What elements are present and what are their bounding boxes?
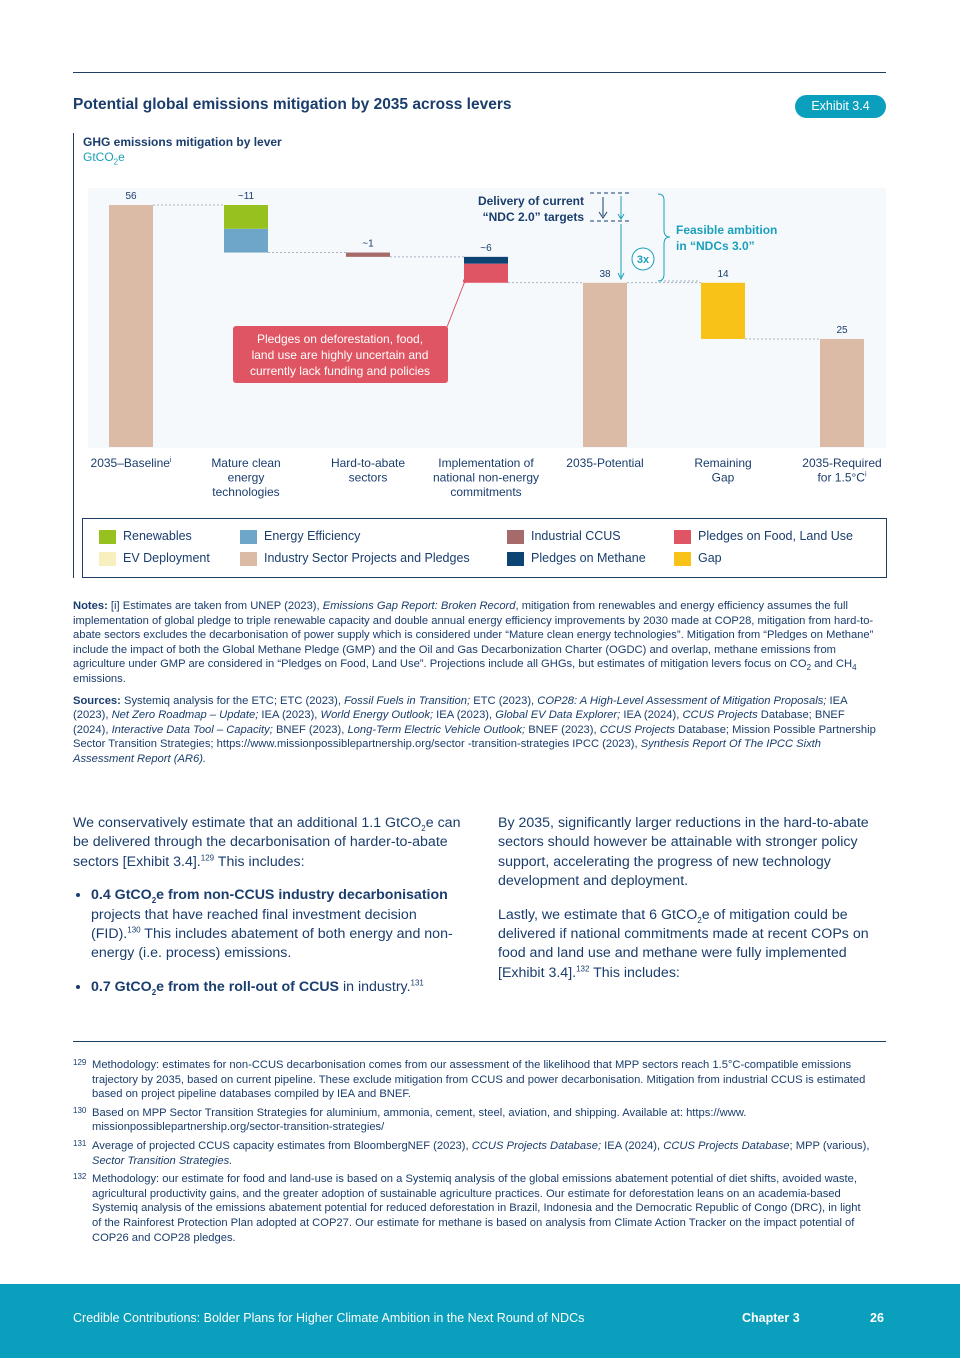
legend-label: Industry Sector Projects and Pledges [264,551,470,565]
body-left-column [73,814,465,1011]
bullet-list [73,886,465,997]
category-label: Mature clean [211,456,281,470]
chart-title: GHG emissions mitigation by lever [83,135,282,149]
legend-swatch [240,552,257,566]
value-label: 14 [717,268,729,280]
footer-chapter: Chapter 3 [742,1311,800,1325]
sources-paragraph: Sources: Systemiq analysis for the ETC; ETC (2023), Fossil Fuels in Transition; ETC (2023), COP28: A High-Level Assessment of Mitigation Proposals; IEA (2023), Net Zero Roadmap – Update; IEA (2023), World Energy Outlook; IEA (2023), Global EV Data Explorer; IEA (2024), CCUS Projects Database; BNEF (2024), Interactive Data Tool – Capacity; BNEF (2023), Long-Term Electric Vehicle Outlook; BNEF (2023), CCUS Projects Database; Mission Possible Partnership Sector Transition Strategies; https://www.missionpossiblepartnership.org/sector -transition-strategies IPCC (2023), Synthesis Report Of The IPCC Sixth Assessment Report (AR6). [73,694,876,765]
category-label: national non-energy [432,470,540,485]
category-label: Remaining [694,456,752,470]
bar-gap [701,283,745,339]
ndc3-annotation: Feasible ambition [676,223,778,237]
legend-swatch [674,530,691,544]
legend-swatch [507,530,524,544]
category-label: commitments [450,485,522,499]
waterfall-chart [0,0,960,515]
legend-label: Renewables [123,529,192,543]
page-footer [0,1284,960,1358]
bar-energy-efficiency [224,229,268,253]
category-label: 2035-Required [802,456,882,470]
ndc3-annotation: in “NDCs 3.0” [676,239,755,253]
bar-industry-sector-projects-and-pledges [583,283,627,447]
legend-label: Pledges on Food, Land Use [698,529,853,543]
category-label: 2035-Potential [566,456,644,470]
bar-industry-sector-projects-and-pledges [820,339,864,447]
notes-block [73,599,881,774]
category-label: Gap [711,470,735,485]
legend-label: Gap [698,551,722,565]
footnotes [73,1058,873,1249]
exhibit-title: Potential global emissions mitigation by 2035 across levers [73,96,512,113]
legend-swatch [99,552,116,566]
multiplier-text: 3x [636,254,650,266]
notes-paragraph: Notes: [i] Estimates are taken from UNEP (2023), Emissions Gap Report: Broken Record, mitigation from renewables and energy efficiency assumes the full implementation of global pledge to triple renewable capacity and double annual energy efficiency improvements by 2030 made at COP28, mitigation from hard-to-abate sectors excludes the decarbonisation of power supply which is considered under “Mature clean energy technologies”. Mitigation from “Pledges on Methane” include the impact of both the Global Methane Pledge (GMP) and the Oil and Gas Decarbonization Charter (OGDC) and overlap, methane emissions from agriculture under GMP are considered in “Pledges on Food, Land Use”. Projections include all GHGs, but estimates of mitigation levers focus on $CO_2$ and $CH_4$ emissions. [73,600,874,685]
value-label: 56 [125,191,137,202]
value-label: ~1 [362,238,374,250]
chart-unit: GtCO$_2$e [83,150,125,167]
body-right-column [498,814,878,997]
category-label: Implementation of [438,456,534,470]
bullet-item: • 0.7 GtCO$_2$e from the roll-out of CCUS in industry.$^{131}$ [91,978,465,997]
legend-swatch [240,530,257,544]
category-label: energy [227,470,265,485]
body-paragraph: By 2035, significantly larger reductions in the hard-to-abate sectors should however be attainable with stronger policy support, accelerating the progress of new technology development and deployment. [498,815,869,890]
legend-label: Industrial CCUS [531,529,621,543]
footer-report-title: Credible Contributions: Bolder Plans for Higher Climate Ambition in the Next Round of NDCs [73,1311,585,1325]
legend-label: EV Deployment [123,551,210,565]
callout-text: land use are highly uncertain and [251,348,429,362]
category-label: 2035–Baseline$^i$ [90,456,172,470]
value-label: 38 [599,268,611,280]
ndc2-annotation: “NDC 2.0” targets [482,210,584,224]
footnote-rule [73,1041,886,1042]
legend-swatch [507,552,524,566]
footnote: 131 Average of projected CCUS capacity estimates from BloombergNEF (2023), CCUS Projects Database; IEA (2024), CCUS Projects Database; MPP (various), Sector Transition Strategies. [73,1138,870,1167]
legend-swatch [674,552,691,566]
value-label: ~6 [480,242,492,254]
legend-label: Pledges on Methane [531,551,646,565]
category-label: sectors [348,470,388,485]
bar-pledges-on-methane [464,257,508,264]
footnote: 129 Methodology: estimates for non-CCUS decarbonisation comes from our assessment of the likelihood that MPP sectors reach 1.5°C-compatible emissions trajectory by 2035, based on current pipeline. These exclude mitigation from CCUS and power decarbonisation. Mitigation from industrial CCUS is estimated based on project pipeline databases compiled by IEA and BNEF. [73,1058,866,1101]
callout-text: currently lack funding and policies [249,364,431,378]
legend [82,518,887,578]
exhibit-badge: Exhibit 3.4 [795,95,886,118]
category-label: for $1.5^\circ C^i$ [817,470,867,485]
ndc2-annotation: Delivery of current [477,194,584,208]
footnote: 130 Based on MPP Sector Transition Strategies for aluminium, ammonia, cement, steel, aviation, and shipping. Available at: https://www. missionpossiblepartnership.org/sector-transition-strategies/ [73,1105,747,1134]
callout-text: Pledges on deforestation, food, [256,332,424,346]
body-paragraph: Lastly, we estimate that 6 GtCO$_2$e of mitigation could be delivered if national commitments made at recent COPs on food and land use and methane were fully implemented [Exhibit 3.4].$^{132}$ This includes: [498,906,869,981]
callout-dot [463,279,467,283]
legend-swatch [99,530,116,544]
category-label: technologies [212,485,280,499]
bar-renewables [224,205,268,229]
legend-label: Energy Efficiency [264,529,361,543]
bar-pledges-on-food-land-use [464,264,508,283]
body-paragraph: We conservatively estimate that an additional 1.1 GtCO$_2$e can be delivered through the decarbonisation of harder-to-abate sectors [Exhibit 3.4].$^{129}$ This includes: [73,815,461,870]
bullet-item: • 0.4 GtCO$_2$e from non-CCUS industry decarbonisation projects that have reached final investment decision (FID).$^{130}$ This includes abatement of both energy and non-energy (i.e. process) emissions. [91,886,465,964]
category-label: Hard-to-abate [330,456,406,470]
footnote: 132 Methodology: our estimate for food and land-use is based on a Systemiq analysis of the global emissions abatement potential of diet shifts, avoided waste, agricultural productivity gains, and the greater adoption of sustainable agriculture practices. Our estimate for deforestation leans on an academia-based Systemiq analysis of the emissions abatement potential for reduced deforestation in Brazil, Indonesia and the Democratic Republic of Congo (DRC), in light of the Rainforest Protection Plan adopted at COP27. Our estimate for methane is based on analysis from Climate Action Tracker on the impact potential of COP26 and COP28 pledges. [73,1172,861,1244]
footer-page-number: 26 [870,1311,884,1325]
value-label: ~11 [237,191,255,202]
value-label: 25 [836,324,848,336]
bar-industrial-ccus [346,253,390,257]
bar-industry-sector-projects-and-pledges [109,205,153,447]
